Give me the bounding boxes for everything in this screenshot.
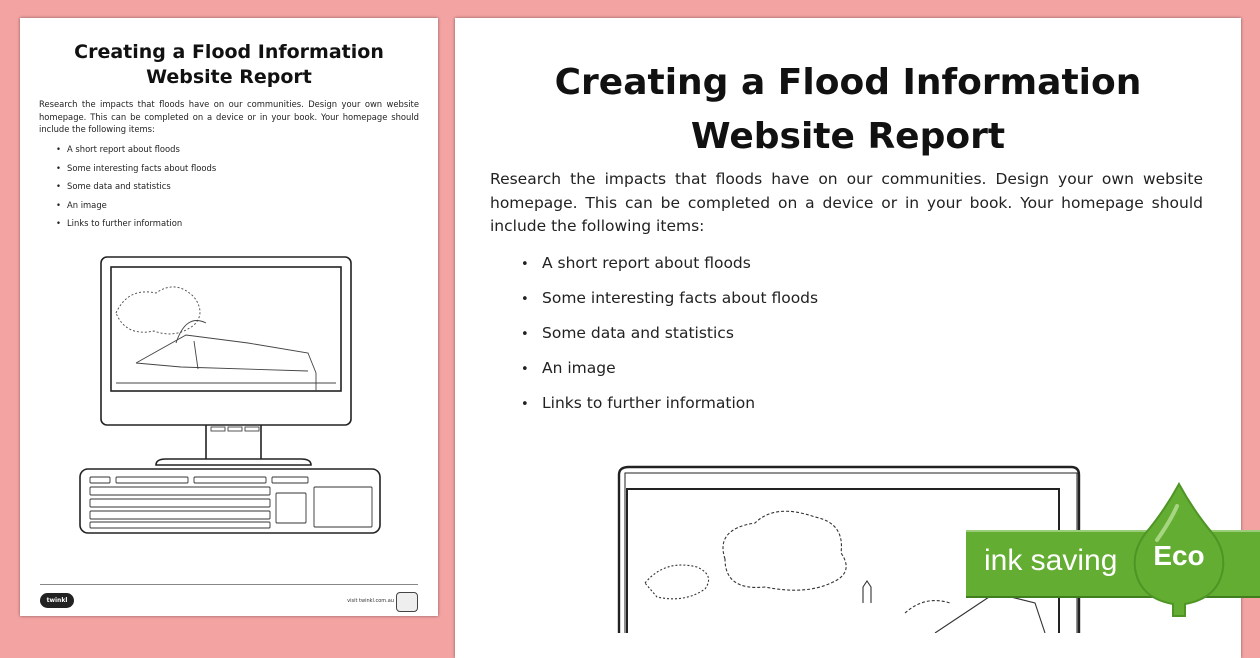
list-item: • Some interesting facts about floods xyxy=(50,159,216,178)
footer-visit-text: visit twinkl.com.au xyxy=(347,598,394,604)
page-title xyxy=(455,56,1241,164)
page-intro: Research the impacts that floods have on our communities. Design your own website homepage. This can be completed on a device or in your book. Your homepage should include the following items: xyxy=(490,170,1203,235)
twinkl-logo: twinkl xyxy=(40,593,74,608)
footer-badge-icon xyxy=(396,592,418,612)
list-item: • Some data and statistics xyxy=(50,177,216,196)
page-title-line1: Creating a Flood Information xyxy=(554,62,1142,103)
worksheet-thumbnail xyxy=(20,18,438,616)
list-item: • Some data and statistics xyxy=(521,320,818,355)
thumbnail-footer xyxy=(20,574,438,616)
list-item: • Some interesting facts about floods xyxy=(521,285,818,320)
thumbnail-title-line2: Website Report xyxy=(146,66,312,88)
list-item: • A short report about floods xyxy=(50,140,216,159)
thumbnail-title-line1: Creating a Flood Information xyxy=(74,41,384,63)
thumbnail-title xyxy=(20,40,438,90)
page-title-line2: Website Report xyxy=(690,116,1006,157)
thumbnail-intro: Research the impacts that floods have on our communities. Design your own website homepage. This can be completed on a device or in your book. Your homepage should include the following items: xyxy=(39,99,419,134)
list-item: • An image xyxy=(50,196,216,215)
ink-saving-text: ink saving xyxy=(984,544,1118,577)
list-item: • A short report about floods xyxy=(521,250,818,285)
list-item: • Links to further information xyxy=(50,214,216,233)
list-item: • Links to further information xyxy=(521,390,818,425)
page-item-list xyxy=(521,250,818,425)
footer-divider xyxy=(40,584,418,585)
eco-label: Eco xyxy=(1153,540,1205,571)
thumbnail-item-list xyxy=(50,140,216,233)
computer-illustration xyxy=(76,253,386,543)
list-item: • An image xyxy=(521,355,818,390)
